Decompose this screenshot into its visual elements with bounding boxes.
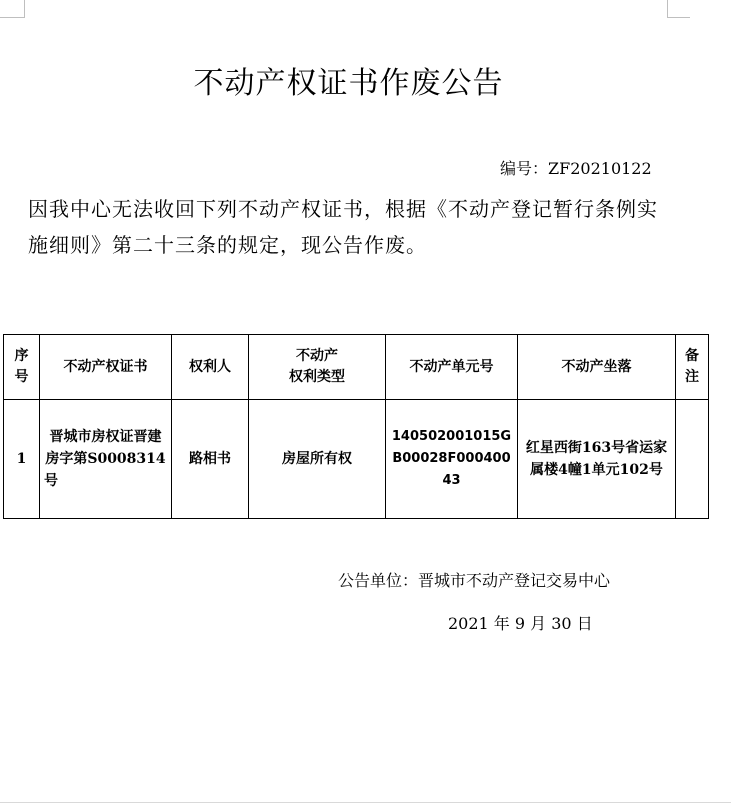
notice-body-text: 因我中心无法收回下列不动产权证书，根据《不动产登记暂行条例实施细则》第二十三条的规定，现公告作废。 [28,197,658,257]
header-right-type-line1: 不动产 [296,348,338,364]
header-note: 备注 [676,335,709,400]
cell-location: 红星西街163号省运家属楼4幢1单元102号 [518,400,676,519]
cell-right-type: 房屋所有权 [249,400,386,519]
cell-owner: 路相书 [172,400,249,519]
document-number: 编号：ZF20210122 [500,159,652,178]
cell-unit-number: 140502001015GB00028F00040043 [386,400,518,519]
page-bottom-divider [0,802,731,803]
header-right-type-line2: 权利类型 [289,369,345,385]
cell-note [676,400,709,519]
page-corner-mark-top-left [0,0,25,18]
header-owner: 权利人 [172,335,249,400]
header-right-type [249,335,386,400]
header-unit-number: 不动产单元号 [386,335,518,400]
cell-certificate: 晋城市房权证晋建房字第S0008314号 [40,400,172,519]
header-seq: 序号 [4,335,40,400]
cell-seq: 1 [4,400,40,519]
header-certificate: 不动产权证书 [40,335,172,400]
table-header-row [4,335,709,400]
page-corner-mark-top-right [667,0,690,18]
header-location: 不动产坐落 [518,335,676,400]
issue-date: 2021 年 9 月 30 日 [448,614,593,633]
document-title: 不动产权证书作废公告 [193,66,504,101]
table-row [4,400,709,519]
issuing-unit: 公告单位：晋城市不动产登记交易中心 [338,571,611,590]
certificate-table [3,334,709,519]
